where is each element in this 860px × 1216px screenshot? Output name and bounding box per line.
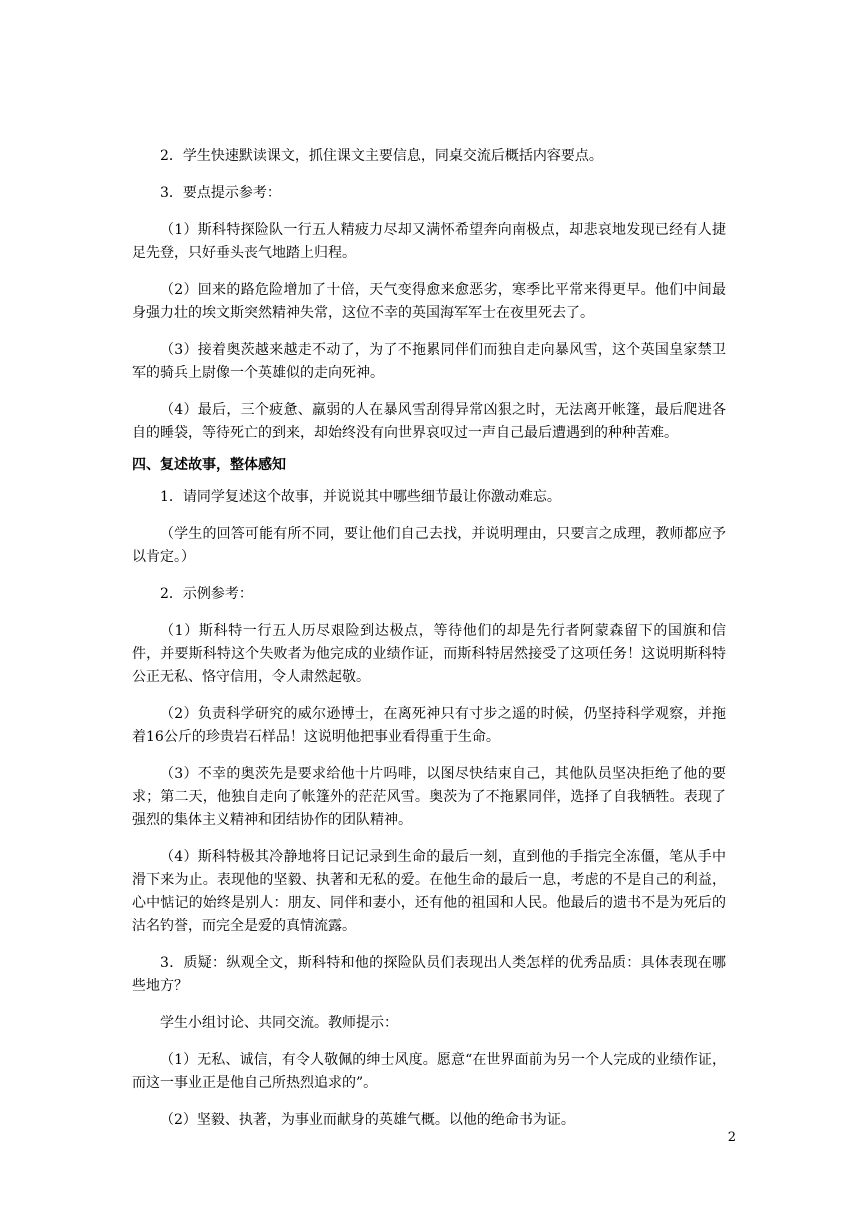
document-body <box>132 145 726 1146</box>
paragraph-example-4: （4）斯科特极其冷静地将日记记录到生命的最后一刻，直到他的手指完全冻僵，笔从手中滑下来为止。表现他的坚毅、执著和无私的爱。在他生命的最后一息，考虑的不是自己的利益，心中惦记的始终是别人：朋友、同伴和妻小，还有他的祖国和人民。他最后的遗书不是为死后的沽名钓誉，而完全是爱的真情流露。 <box>132 849 726 934</box>
paragraph-step-2: 2．学生快速默读课文，抓住课文主要信息，同桌交流后概括内容要点。 <box>160 148 603 164</box>
paragraph-retell-note: （学生的回答可能有所不同，要让他们自己去找，并说明理由，只要言之成理，教师都应予以肯定。） <box>132 526 726 565</box>
paragraph-point-3: （3）接着奥茨越来越走不动了，为了不拖累同伴们而独自走向暴风雪，这个英国皇家禁卫军的骑兵上尉像一个英雄似的走向死神。 <box>132 342 726 381</box>
paragraph-point-4: （4）最后，三个疲惫、羸弱的人在暴风雪刮得异常凶狠之时，无法离开帐篷，最后爬进各自的睡袋，等待死亡的到来，却始终没有向世界哀叹过一声自己最后遭遇到的种种苦难。 <box>132 402 726 441</box>
paragraph-example-3: （3）不幸的奥茨先是要求给他十片吗啡，以图尽快结束自己，其他队员坚决拒绝了他的要求；第二天，他独自走向了帐篷外的茫茫风雪。奥茨为了不拖累同伴，选择了自我牺牲。表现了强烈的集体主义精神和团结协作的团队精神。 <box>132 766 726 828</box>
paragraph-point-2: （2）回来的路危险增加了十倍，天气变得愈来愈恶劣，寒季比平常来得更早。他们中间最身强力壮的埃文斯突然精神失常，这位不幸的英国海军军士在夜里死去了。 <box>132 282 726 321</box>
paragraph-example-heading: 2．示例参考： <box>160 586 253 602</box>
paragraph-example-2: （2）负责科学研究的威尔逊博士，在离死神只有寸步之遥的时候，仍坚持科学观察，并拖着16公斤的珍贵岩石样品！这说明他把事业看得重于生命。 <box>132 706 726 745</box>
paragraph-quality-2: （2）坚毅、执著，为事业而献身的英雄气概。以他的绝命书为证。 <box>160 1112 575 1128</box>
page-number: 2 <box>727 1130 736 1145</box>
paragraph-retell-1: 1．请同学复述这个故事，并说说其中哪些细节最让你激动难忘。 <box>160 489 561 505</box>
paragraph-example-1: （1）斯科特一行五人历尽艰险到达极点，等待他们的却是先行者阿蒙森留下的国旗和信件，并要斯科特这个失败者为他完成的业绩作证，而斯科特居然接受了这项任务！这说明斯科特公正无私、恪守信用，令人肃然起敬。 <box>132 623 726 685</box>
paragraph-question: 3．质疑：纵观全文，斯科特和他的探险队员们表现出人类怎样的优秀品质：具体表现在哪些地方？ <box>132 955 726 994</box>
paragraph-point-1: （1）斯科特探险队一行五人精疲力尽却又满怀希望奔向南极点，却悲哀地发现已经有人捷足先登，只好垂头丧气地踏上归程。 <box>132 222 726 261</box>
paragraph-discussion: 学生小组讨论、共同交流。教师提示： <box>160 1015 398 1031</box>
paragraph-quality-1: （1）无私、诚信，有令人敬佩的绅士风度。愿意“在世界面前为另一个人完成的业绩作证，而这一事业正是他自己所热烈追求的”。 <box>132 1052 726 1091</box>
paragraph-step-3: 3．要点提示参考： <box>160 185 281 201</box>
section-heading: 四、复述故事，整体感知 <box>132 457 286 473</box>
